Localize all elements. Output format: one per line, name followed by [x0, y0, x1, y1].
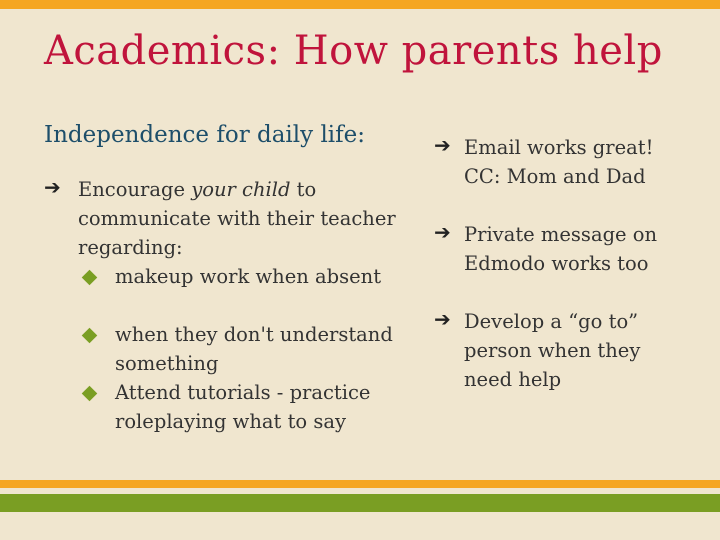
sub-bullet-item: when they don't understand something	[115, 323, 393, 375]
right-bullet-text: Email works great! CC: Mom and Dad	[464, 136, 654, 188]
bullet-text-emphasis: your child	[191, 178, 291, 201]
bullet-text-part: to communicate with their teacher regarding:	[78, 178, 396, 259]
arrow-bullet-icon: ➔	[434, 133, 451, 157]
slide-title: Academics: How parents help	[44, 28, 663, 74]
sub-bullet-item: makeup work when absent	[115, 265, 382, 288]
arrow-bullet-icon: ➔	[44, 175, 61, 199]
left-bullet-text	[78, 175, 398, 262]
top-accent-bar	[0, 0, 720, 9]
bullet-text-part: Encourage	[78, 178, 192, 201]
bottom-green-bar	[0, 494, 720, 512]
right-bullet-text: Private message on Edmodo works too	[464, 223, 658, 275]
arrow-bullet-icon: ➔	[434, 307, 451, 331]
slide-subheading: Independence for daily life:	[44, 122, 366, 148]
bottom-orange-bar	[0, 480, 720, 488]
bottom-strip	[0, 512, 720, 540]
arrow-bullet-icon: ➔	[434, 220, 451, 244]
sub-bullet-item: Attend tutorials - practice roleplaying what to say	[115, 381, 371, 433]
right-bullet-text: Develop a “go to” person when they need help	[464, 310, 641, 391]
